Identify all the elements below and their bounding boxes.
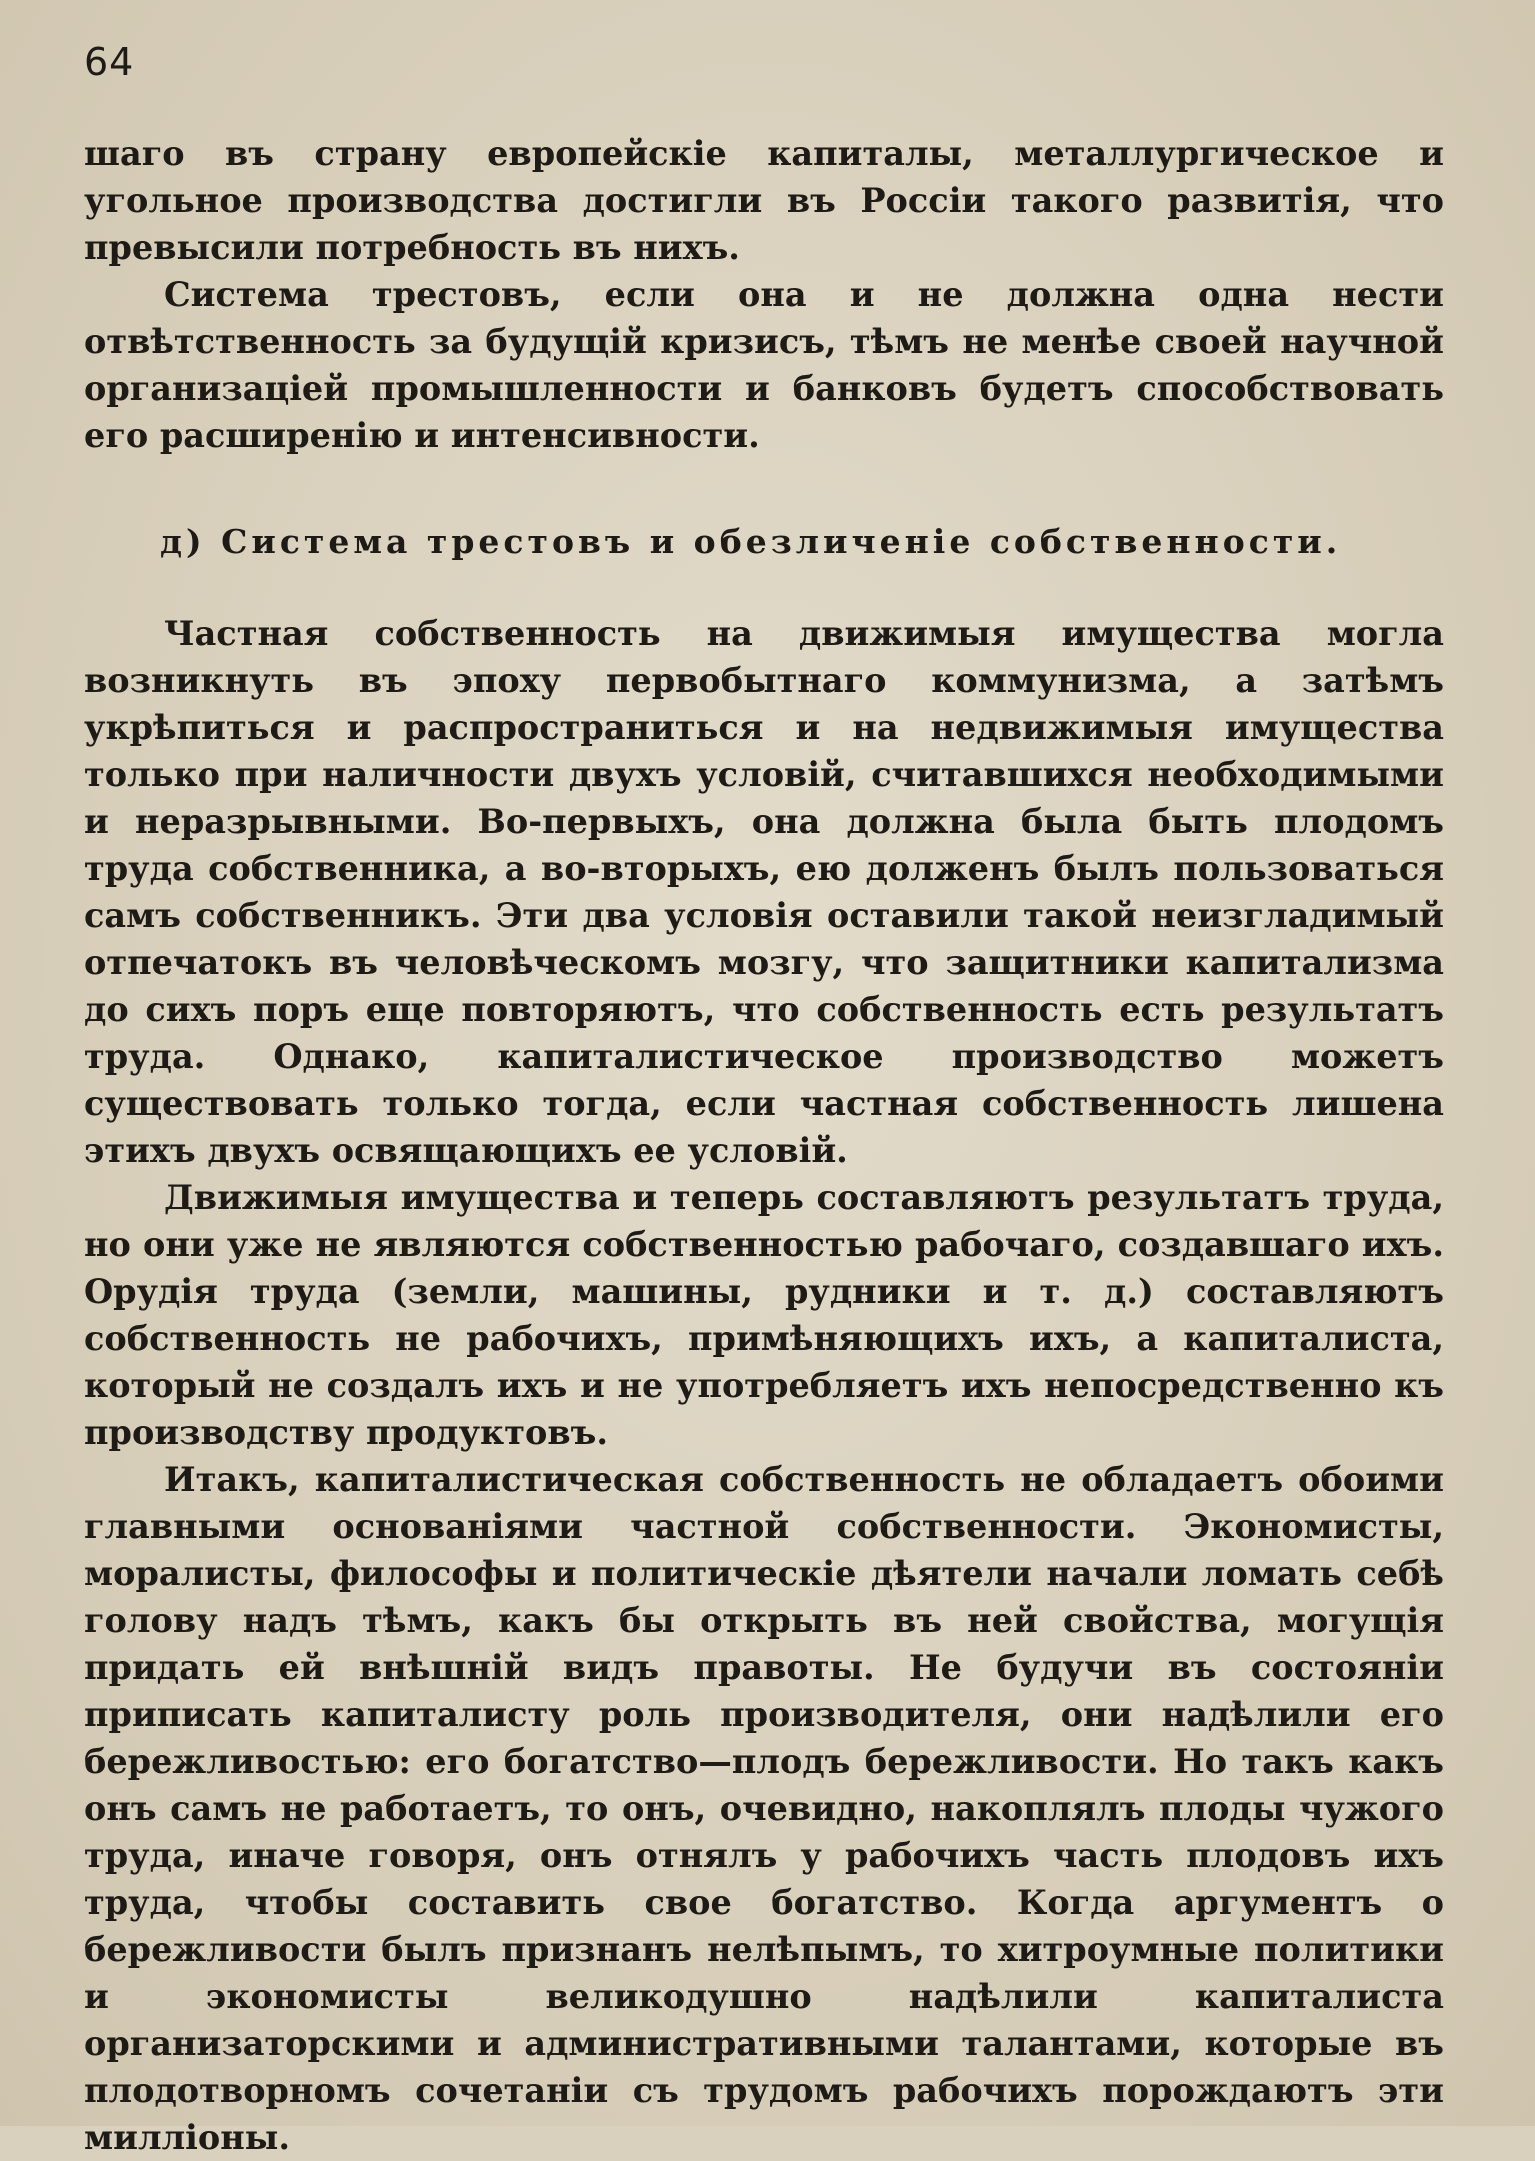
bottom-text-block xyxy=(84,610,1444,2161)
paragraph: Итакъ, капиталистическая собственность не обладаетъ обоими главными основаніями частной собственности. Экономисты, моралисты, философы и политическіе дѣятели начали ломать себѣ голову надъ тѣмъ, какъ бы открыть въ ней свойства, могущія придать ей внѣшній видъ правоты. Не будучи въ состояніи приписать капиталисту роль производителя, они надѣлили его бережливостью: его богатство—плодъ бережливости. Но такъ какъ онъ самъ не работаетъ, то онъ, очевидно, накоплялъ плоды чужого труда, иначе говоря, онъ отнялъ у рабочихъ часть плодовъ ихъ труда, чтобы составить свое богатство. Когда аргументъ о бережливости былъ признанъ нелѣпымъ, то хитроумные политики и экономисты великодушно надѣлили капиталиста организаторскими и административными талантами, которые въ плодотворномъ сочетаніи съ трудомъ рабочихъ порождаютъ эти милліоны. xyxy=(84,1460,1444,2157)
page-number: 64 xyxy=(84,40,135,84)
section-heading: д) Система трестовъ и обезличеніе собственности. xyxy=(160,522,1342,561)
paragraph: Частная собственность на движимыя имущества могла возникнуть въ эпоху первобытнаго коммунизма, а затѣмъ укрѣпиться и распространиться и на недвижимыя имущества только при наличности двухъ условій, считавшихся необходимыми и неразрывными. Во-первыхъ, она должна была быть плодомъ труда собственника, а во-вторыхъ, ею долженъ былъ пользоваться самъ собственникъ. Эти два условія оставили такой неизгладимый отпечатокъ въ человѣческомъ мозгу, что защитники капитализма до сихъ поръ еще повторяютъ, что собственность есть результатъ труда. Однако, капиталистическое производство можетъ существовать только тогда, если частная собственность лишена этихъ двухъ освящающихъ ее условій. xyxy=(84,614,1444,1170)
paragraph: шаго въ страну европейскіе капиталы, металлургическое и угольное производства достигли въ Россіи такого развитія, что превысили потребность въ нихъ. xyxy=(84,134,1444,267)
paragraph: Система трестовъ, если она и не должна одна нести отвѣтственность за будущій кризисъ, тѣмъ не менѣе своей научной организаціей промышленности и банковъ будетъ способствовать его расширенію и интенсивности. xyxy=(84,275,1444,455)
top-text-block xyxy=(84,130,1444,459)
paragraph: Движимыя имущества и теперь составляютъ результатъ труда, но они уже не являются собственностью рабочаго, создавшаго ихъ. Орудія труда (земли, машины, рудники и т. д.) составляютъ собственность не рабочихъ, примѣняющихъ ихъ, а капиталиста, который не создалъ ихъ и не употребляетъ ихъ непосредственно къ производству продуктовъ. xyxy=(84,1178,1444,1452)
